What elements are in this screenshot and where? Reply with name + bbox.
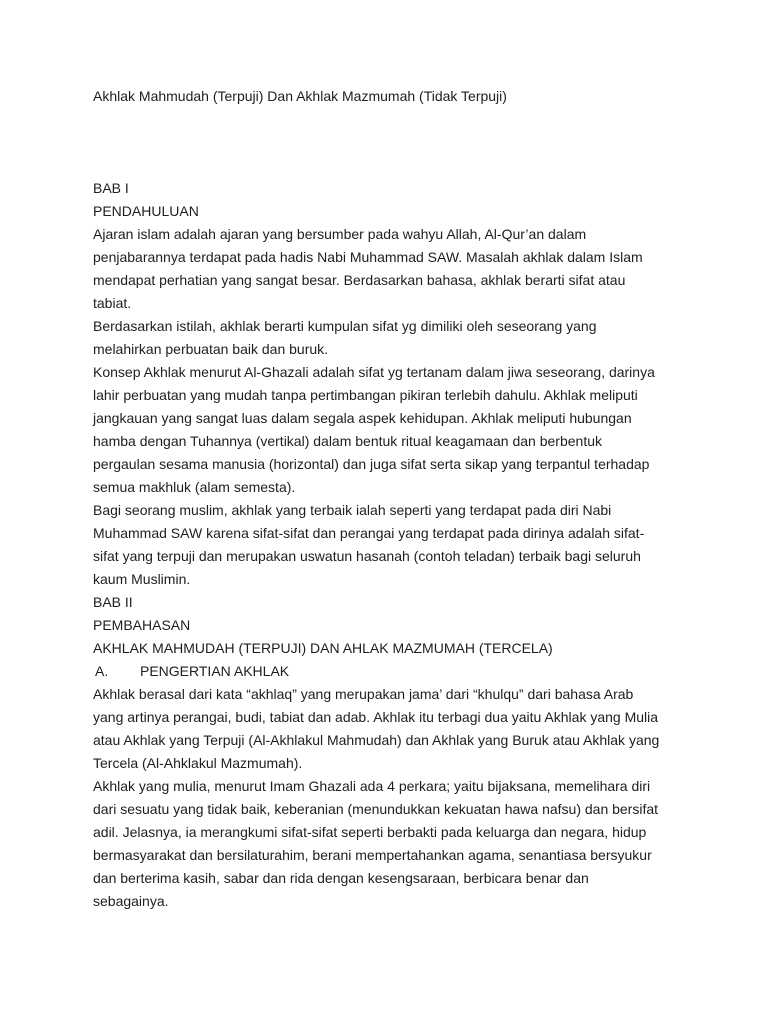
- body-line: mendapat perhatian yang sangat besar. Berdasarkan bahasa, akhlak berarti sifat atau: [93, 272, 626, 288]
- body-line: bermasyarakat dan bersilaturahim, berani mempertahankan agama, senantiasa bersyukur: [93, 847, 652, 863]
- body-line: pergaulan sesama manusia (horizontal) dan juga sifat serta sikap yang terpantul terhadap: [93, 456, 650, 472]
- chapter-subtitle: PEMBAHASAN: [93, 617, 191, 633]
- list-item-number: A.: [95, 663, 109, 679]
- document-title: Akhlak Mahmudah (Terpuji) Dan Akhlak Mazmumah (Tidak Terpuji): [93, 88, 507, 104]
- chapter-subtitle: PENDAHULUAN: [93, 203, 199, 219]
- body-line: dari sesuatu yang tidak baik, keberanian (menundukkan kekuatan hawa nafsu) dan bersifat: [93, 801, 659, 817]
- body-line: sifat yang terpuji dan merupakan uswatun hasanah (contoh teladan) terbaik bagi seluruh: [93, 548, 641, 564]
- body-line: Akhlak yang mulia, menurut Imam Ghazali ada 4 perkara; yaitu bijaksana, memelihara diri: [93, 778, 651, 794]
- section-heading: AKHLAK MAHMUDAH (TERPUJI) DAN AHLAK MAZMUMAH (TERCELA): [93, 640, 553, 656]
- body-line: hamba dengan Tuhannya (vertikal) dalam bentuk ritual keagamaan dan berbentuk: [93, 433, 602, 449]
- body-line: Ajaran islam adalah ajaran yang bersumber pada wahyu Allah, Al-Qur’an dalam: [93, 226, 587, 242]
- chapter-heading: BAB I: [93, 180, 129, 196]
- body-line: sebagainya.: [93, 893, 169, 909]
- body-line: semua makhluk (alam semesta).: [93, 479, 296, 495]
- body-line: Konsep Akhlak menurut Al-Ghazali adalah sifat yg tertanam dalam jiwa seseorang, darinya: [93, 364, 655, 380]
- list-item: [93, 660, 683, 683]
- body-line: penjabarannya terdapat pada hadis Nabi Muhammad SAW. Masalah akhlak dalam Islam: [93, 249, 643, 265]
- body-line: Tercela (Al-Ahklakul Mazmumah).: [93, 755, 303, 771]
- body-line: jangkauan yang sangat luas dalam segala aspek kehidupan. Akhlak meliputi hubungan: [93, 410, 632, 426]
- body-line: kaum Muslimin.: [93, 571, 191, 587]
- body-line: tabiat.: [93, 295, 132, 311]
- list-item-text: PENGERTIAN AKHLAK: [140, 663, 290, 679]
- body-line: lahir perbuatan yang mudah tanpa pertimbangan pikiran terlebih dahulu. Akhlak meliputi: [93, 387, 638, 403]
- body-line: atau Akhlak yang Terpuji (Al-Akhlakul Mahmudah) dan Akhlak yang Buruk atau Akhlak yang: [93, 732, 660, 748]
- body-line: Muhammad SAW karena sifat-sifat dan perangai yang terdapat pada dirinya adalah sifat-: [93, 525, 645, 541]
- body-line: Berdasarkan istilah, akhlak berarti kumpulan sifat yg dimiliki oleh seseorang yang: [93, 318, 597, 334]
- chapter-heading: BAB II: [93, 594, 133, 610]
- body-line: Akhlak berasal dari kata “akhlaq” yang merupakan jama’ dari “khulqu” dari bahasa Arab: [93, 686, 634, 702]
- body-line: adil. Jelasnya, ia merangkumi sifat-sifat seperti berbakti pada keluarga dan negara, hidup: [93, 824, 647, 840]
- body-line: dan berterima kasih, sabar dan rida dengan kesengsaraan, berbicara benar dan: [93, 870, 589, 886]
- body-line: Bagi seorang muslim, akhlak yang terbaik ialah seperti yang terdapat pada diri Nabi: [93, 502, 612, 518]
- body-line: yang artinya perangai, budi, tabiat dan adab. Akhlak itu terbagi dua yaitu Akhlak yang Mulia: [93, 709, 659, 725]
- body-line: melahirkan perbuatan baik dan buruk.: [93, 341, 329, 357]
- document-body: [93, 177, 683, 913]
